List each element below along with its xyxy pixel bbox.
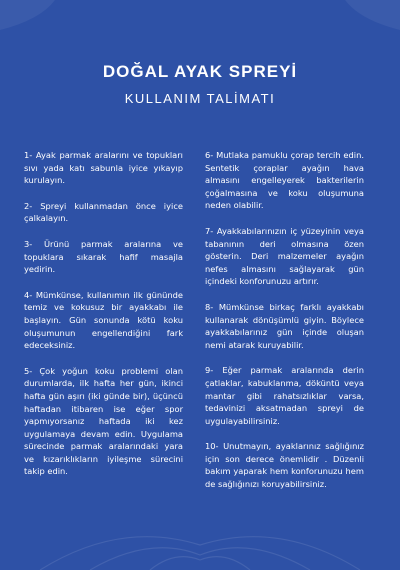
swirl-ornament [40, 537, 360, 570]
instructions-right-column [205, 149, 364, 504]
instruction-step-7: 7- Ayakkabılarınızın iç yüzeyinin veya tabanının deri olmasına özen gösterin. Deri malzemeler ayağın nefes almasını sağlayarak gün içindeki konforunuzu artırır. [205, 225, 364, 287]
page-subtitle: KULLANIM TALİMATI [124, 91, 276, 106]
instruction-step-6: 6- Mutlaka pamuklu çorap tercih edin. Sentetik çoraplar ayağın hava almasını engelleyerek bakterilerin çoğalmasına ve koku oluşumuna neden olabilir. [205, 150, 364, 211]
instruction-step-5: 5- Çok yoğun koku problemi olan durumlarda, ilk hafta her gün, ikinci hafta gün aşırı (iki günde bir), üçüncü haftadan itibaren ise eğer spor yapmıyorsanız haftada iki kez uygulamaya devam edin. Uygulama sürecinde parmak aralarındaki yara ve kızarıklıkların iyileşme sürecini takip edin. [24, 365, 183, 477]
instruction-step-10: 10- Unutmayın, ayaklarınız sağlığınız için son derece önemlidir . Düzenli bakım yaparak hem konforunuzu hem de sağlığınızı koruyabilirsiniz. [205, 441, 364, 490]
corner-shape-top-left [0, 0, 55, 30]
instruction-step-1: 1- Ayak parmak aralarını ve topukları sıvı yada katı sabunla iyice yıkayıp kurulayın. [24, 150, 183, 186]
instruction-step-4: 4- Mümkünse, kullanımın ilk gününde temiz ve kokusuz bir ayakkabı ile başlayın. Gün sonunda kötü koku oluşumunun engellendiğini fark edeceksiniz. [24, 289, 183, 351]
instruction-step-8: 8- Mümkünse birkaç farklı ayakkabı kullanarak dönüşümlü giyin. Böylece ayakkabılarınız gün içinde oluşan nemi atarak kuruyabilir. [205, 301, 364, 350]
instructions-left-column [24, 149, 183, 491]
page-title: DOĞAL AYAK SPREYİ [102, 62, 298, 81]
corner-shape-top-right [345, 0, 400, 30]
instruction-step-9: 9- Eğer parmak aralarında derin çatlaklar, kabuklanma, döküntü veya mantar gibi rahatsızlıklar varsa, tedavinizi aksatmadan spreyi de uygulayabilirsiniz. [205, 365, 364, 426]
instruction-step-3: 3- Ürünü parmak aralarına ve topuklara sıkarak hafif masajla yedirin. [24, 238, 183, 275]
instruction-step-2: 2- Spreyi kullanmadan önce iyice çalkalayın. [24, 200, 183, 224]
